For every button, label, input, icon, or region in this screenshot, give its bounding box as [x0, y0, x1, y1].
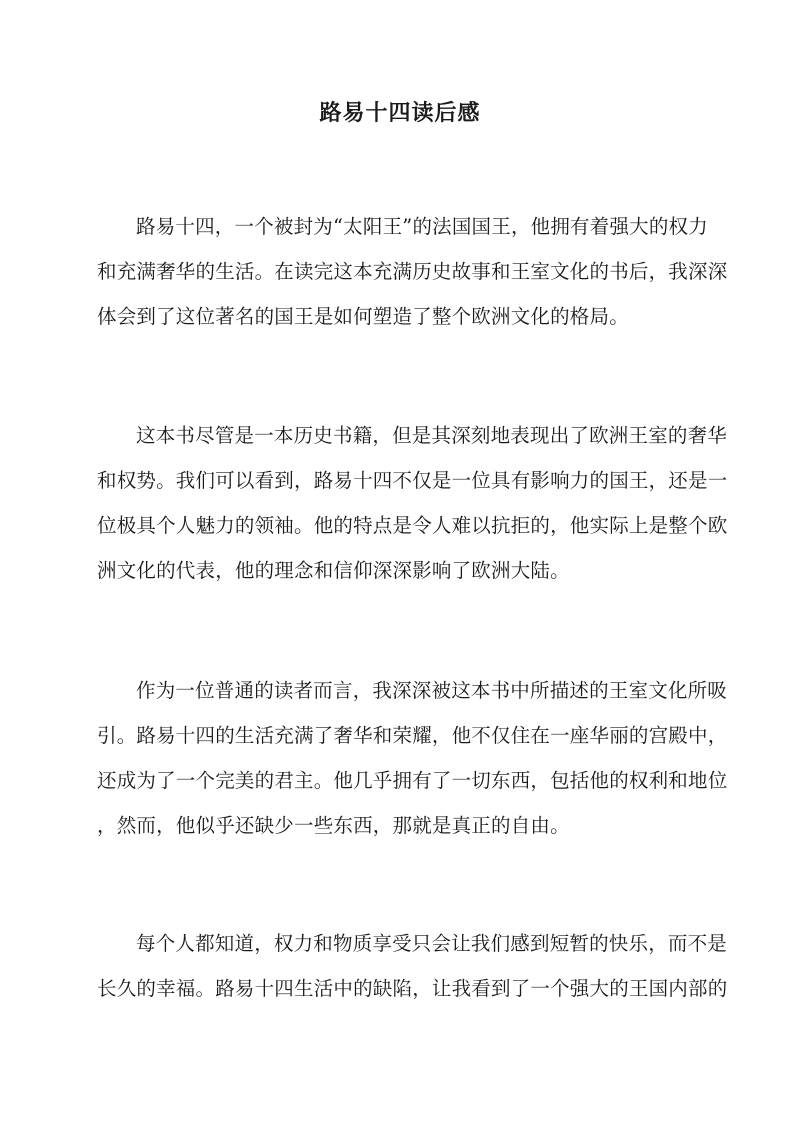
paragraph-line: 和充满奢华的生活。在读完这本充满历史故事和王室文化的书后，我深深 — [97, 260, 728, 283]
paragraph-line: 体会到了这位著名的国王是如何塑造了整个欧洲文化的格局。 — [97, 305, 629, 328]
paragraph-line: 每个人都知道，权力和物质享受只会让我们感到短暂的快乐，而不是 — [136, 932, 728, 955]
paragraph-line: 和权势。我们可以看到，路易十四不仅是一位具有影响力的国王，还是一 — [97, 469, 728, 492]
paragraph-line: 长久的幸福。路易十四生活中的缺陷，让我看到了一个强大的王国内部的 — [97, 977, 728, 1000]
paragraph-line: 作为一位普通的读者而言，我深深被这本书中所描述的王室文化所吸 — [136, 679, 728, 702]
paragraph-line: 路易十四，一个被封为“太阳王”的法国国王，他拥有着强大的权力 — [136, 215, 708, 238]
document-title: 路易十四读后感 — [319, 100, 481, 126]
paragraph-line: 引。路易十四的生活充满了奢华和荣耀，他不仅住在一座华丽的宫殿中， — [97, 724, 728, 747]
paragraph-line: ，然而，他似乎还缺少一些东西，那就是真正的自由。 — [97, 814, 570, 837]
paragraph-line: 位极具个人魅力的领袖。他的特点是令人难以抗拒的，他实际上是整个欧 — [97, 514, 728, 537]
paragraph-line: 还成为了一个完美的君主。他几乎拥有了一切东西，包括他的权利和地位 — [97, 769, 728, 792]
paragraph-line: 这本书尽管是一本历史书籍，但是其深刻地表现出了欧洲王室的奢华 — [136, 424, 728, 447]
paragraph-line: 洲文化的代表，他的理念和信仰深深影响了欧洲大陆。 — [97, 559, 570, 582]
